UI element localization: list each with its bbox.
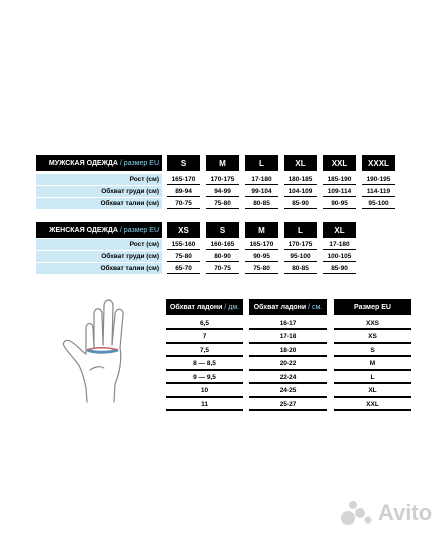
women-cell: 65-70: [167, 263, 200, 274]
women-cell: 160-165: [206, 239, 239, 250]
women-cell: 170-175: [284, 239, 317, 250]
glove-header-3: [334, 299, 411, 315]
glove-header-text: Обхват ладони: [253, 303, 307, 311]
women-size-s: S: [206, 222, 239, 238]
men-cell: 75-80: [206, 198, 239, 209]
glove-cell: 7,5: [166, 345, 243, 357]
glove-cell: 25-27: [249, 399, 327, 411]
glove-cell: 10: [166, 386, 243, 398]
men-size-xxxl: XXXL: [362, 155, 395, 171]
avito-logo-icon: [340, 500, 374, 526]
glove-cell: XXS: [334, 318, 411, 330]
men-size-m: M: [206, 155, 239, 171]
men-row-label: Рост (см): [36, 174, 162, 185]
men-size-s: S: [167, 155, 200, 171]
women-cell: 80-85: [284, 263, 317, 274]
glove-cell: 22-24: [249, 372, 327, 384]
glove-cell: XL: [334, 386, 411, 398]
women-size-m: M: [245, 222, 278, 238]
women-cell: 85-90: [323, 263, 356, 274]
men-cell: 95-100: [362, 198, 395, 209]
glove-cell: S: [334, 345, 411, 357]
watermark-text: Avito: [378, 500, 433, 525]
glove-cell: XS: [334, 332, 411, 344]
men-title-text: МУЖСКАЯ ОДЕЖДА: [48, 159, 118, 167]
men-cell: 90-95: [323, 198, 356, 209]
women-cell: 17-180: [323, 239, 356, 250]
women-cell: 95-100: [284, 251, 317, 262]
men-cell: 80-85: [245, 198, 278, 209]
glove-cell: L: [334, 372, 411, 384]
men-cell: 185-190: [323, 174, 356, 185]
glove-cell: XXL: [334, 399, 411, 411]
women-cell: 100-105: [323, 251, 356, 262]
hand-illustration: [60, 292, 155, 404]
women-row-label: Рост (см): [36, 239, 162, 250]
women-size-xs: XS: [167, 222, 200, 238]
glove-cell: 6,5: [166, 318, 243, 330]
men-cell: 190-195: [362, 174, 395, 185]
glove-cell: 17-18: [249, 332, 327, 344]
glove-cell: 9 — 9,5: [166, 372, 243, 384]
women-cell: 165-170: [245, 239, 278, 250]
men-cell: 114-119: [362, 186, 395, 197]
women-table-title: [36, 222, 162, 238]
men-cell: 109-114: [323, 186, 356, 197]
men-row-label: Обхват груди (см): [36, 186, 162, 197]
palm-measure-band: [87, 348, 118, 353]
men-size-xl: XL: [284, 155, 317, 171]
men-cell: 165-170: [167, 174, 200, 185]
glove-header-text: Размер EU: [354, 303, 391, 311]
glove-cell: 11: [166, 399, 243, 411]
glove-cell: M: [334, 359, 411, 371]
men-size-l: L: [245, 155, 278, 171]
glove-header-text: Обхват ладони: [169, 303, 223, 311]
men-cell: 170-175: [206, 174, 239, 185]
women-cell: 80-90: [206, 251, 239, 262]
men-cell: 70-75: [167, 198, 200, 209]
glove-cell: 8 — 8,5: [166, 359, 243, 371]
glove-header-unit: / см.: [308, 303, 323, 311]
glove-header-1: [166, 299, 243, 315]
women-size-xl: XL: [323, 222, 356, 238]
glove-cell: 24-25: [249, 386, 327, 398]
women-size-l: L: [284, 222, 317, 238]
women-title-accent: / размер EU: [119, 226, 159, 234]
avito-watermark: [340, 500, 432, 526]
women-cell: 75-80: [167, 251, 200, 262]
women-cell: 70-75: [206, 263, 239, 274]
women-cell: 90-95: [245, 251, 278, 262]
men-cell: 99-104: [245, 186, 278, 197]
men-row-label: Обхват талии (см): [36, 198, 162, 209]
women-title-text: ЖЕНСКАЯ ОДЕЖДА: [49, 226, 118, 234]
men-cell: 104-109: [284, 186, 317, 197]
men-table-title: [36, 155, 162, 171]
men-cell: 180-185: [284, 174, 317, 185]
men-cell: 94-99: [206, 186, 239, 197]
women-row-label: Обхват талии (см): [36, 263, 162, 274]
women-cell: 75-80: [245, 263, 278, 274]
women-row-label: Обхват груди (см): [36, 251, 162, 262]
men-cell: 17-180: [245, 174, 278, 185]
glove-header-2: [249, 299, 327, 315]
glove-header-unit: / дм.: [224, 303, 240, 311]
glove-cell: 20-22: [249, 359, 327, 371]
glove-cell: 16-17: [249, 318, 327, 330]
men-cell: 89-94: [167, 186, 200, 197]
men-title-accent: / размер EU: [119, 159, 159, 167]
glove-cell: 7: [166, 332, 243, 344]
glove-cell: 18-20: [249, 345, 327, 357]
men-cell: 85-90: [284, 198, 317, 209]
men-size-xxl: XXL: [323, 155, 356, 171]
women-cell: 155-160: [167, 239, 200, 250]
